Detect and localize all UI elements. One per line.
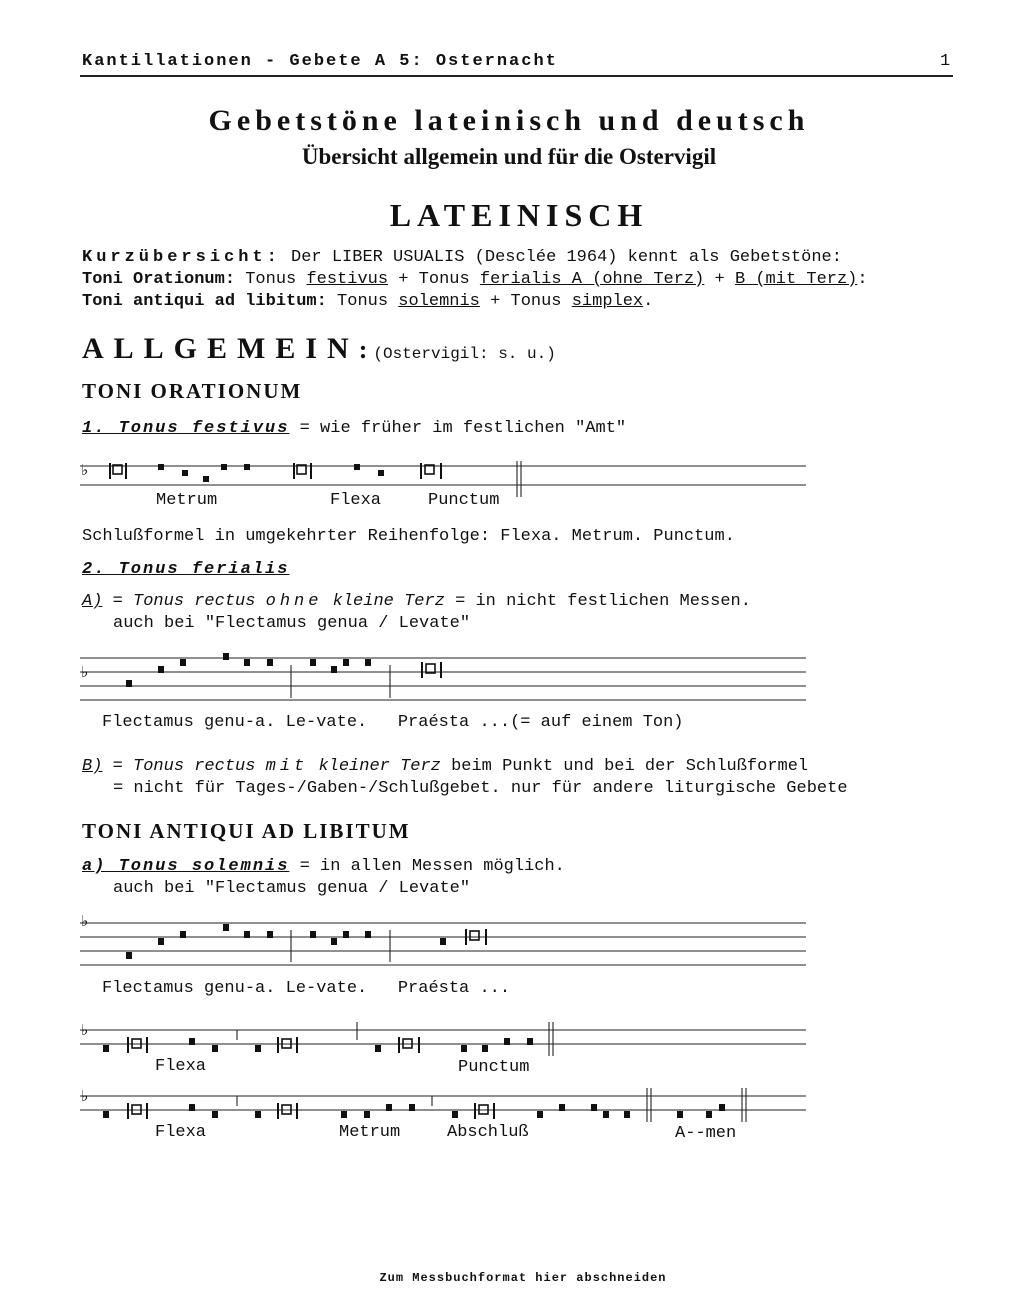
toni-antiqui-heading: TONI ANTIQUI AD LIBITUM [82, 819, 411, 843]
staff-1-notes [109, 463, 442, 482]
line2-text-b: + Tonus [388, 270, 480, 289]
festivus-title: 1. Tonus festivus [82, 419, 290, 438]
page-title: Gebetstöne lateinisch und deutsch [208, 104, 810, 137]
page-number: 1 [940, 52, 951, 71]
a-ohne: ohne [265, 592, 323, 611]
line3-text-b: + Tonus [479, 292, 572, 311]
staff1-label-metrum: Metrum [156, 491, 218, 510]
ferialis-b-line2: = nicht für Tages-/Gaben-/Schlußgebet. nur für andere liturgische Gebete [113, 779, 848, 798]
staff4-label-punctum: Punctum [458, 1058, 530, 1077]
running-header: Kantillationen - Gebete A 5: Osternacht [82, 52, 558, 71]
festivus-term: festivus [306, 270, 389, 289]
a-desc-a: = Tonus rectus [102, 592, 266, 611]
ferialis-title: 2. Tonus ferialis [82, 560, 290, 579]
a-label: A) [82, 592, 103, 611]
overview-line2 [82, 270, 868, 289]
allgemein-heading-row [82, 332, 556, 366]
staff5-label-metrum: Metrum [339, 1123, 401, 1142]
line2-text-c: + [704, 270, 735, 289]
staff3-text: Flectamus genu-a. Le-vate. Praésta ... [102, 979, 511, 998]
toni-orationum-heading: TONI ORATIONUM [82, 379, 303, 403]
schluss-line: Schlußformel in umgekehrter Reihenfolge: Flexa. Metrum. Punctum. [82, 527, 735, 546]
flat-clef-5: ♭ [81, 1087, 89, 1105]
line3-text-c: . [643, 292, 654, 311]
overview-line1-text: Der LIBER USUALIS (Desclée 1964) kennt als Gebetstöne: [280, 248, 842, 267]
a-desc-b: kleine Terz [322, 592, 445, 611]
line2-text-a: Tonus [235, 270, 307, 289]
b-mit: mit [265, 757, 309, 776]
ferialis-b-line [82, 757, 808, 776]
staff5-label-abschluss: Abschluß [447, 1123, 529, 1142]
solemnis-line2: auch bei "Flectamus genua / Levate" [113, 879, 471, 898]
staff-2-notes [126, 653, 442, 687]
staff1-label-flexa: Flexa [330, 491, 382, 510]
solemnis-term: solemnis [398, 292, 480, 311]
flat-clef-4: ♭ [81, 1021, 89, 1039]
staff5-label-amen: A--men [675, 1124, 737, 1143]
allgemein-note: (Ostervigil: s. u.) [373, 345, 556, 363]
line3-text-a: Tonus [326, 292, 399, 311]
cut-instruction-footer: Zum Messbuchformat hier abschneiden [379, 1271, 667, 1285]
overview-line3 [82, 292, 653, 311]
ferialis-a-line [82, 592, 751, 611]
staff2-text: Flectamus genu-a. Le-vate. Praésta ...(= auf einem Ton) [102, 713, 684, 732]
b-desc-a: = Tonus rectus [102, 757, 266, 776]
simplex-term: simplex [571, 292, 644, 311]
solemnis-line [82, 857, 565, 876]
b-desc-b: kleiner Terz [308, 757, 441, 776]
header-rule [80, 75, 953, 77]
allgemein-heading: ALLGEMEIN [82, 332, 359, 365]
staff-3-notes [126, 924, 487, 959]
flat-clef-2: ♭ [81, 663, 89, 681]
line2-text-d: : [857, 270, 868, 289]
staff5-label-flexa: Flexa [155, 1123, 207, 1142]
b-label: B) [82, 757, 103, 776]
staff-4-notes [103, 1037, 533, 1053]
flat-clef-1: ♭ [81, 461, 89, 479]
festivus-line [82, 419, 626, 438]
a-desc-c: = in nicht festlichen Messen. [444, 592, 751, 611]
allgemein-colon: : [358, 335, 368, 364]
ferialis-term: ferialis A (ohne Terz) [479, 270, 705, 289]
b-terz-term: B (mit Terz) [734, 270, 858, 289]
b-desc-c: beim Punkt und bei der Schlußformel [440, 757, 809, 776]
staff4-label-flexa: Flexa [155, 1057, 207, 1076]
page-subtitle: Übersicht allgemein und für die Ostervigil [301, 144, 717, 169]
toni-orationum-label: Toni Orationum: [82, 270, 236, 289]
festivus-desc: = wie früher im festlichen "Amt" [289, 419, 627, 438]
overview-label: Kurzübersicht: [82, 248, 281, 267]
staff1-label-punctum: Punctum [428, 491, 500, 510]
overview-line1 [82, 248, 842, 267]
ferialis-a-line2: auch bei "Flectamus genua / Levate" [113, 614, 471, 633]
staff-5-notes [103, 1103, 725, 1119]
section-latin-heading: LATEINISCH [389, 197, 649, 233]
solemnis-title: a) Tonus solemnis [82, 857, 290, 876]
toni-antiqui-label: Toni antiqui ad libitum: [82, 292, 327, 311]
solemnis-desc: = in allen Messen möglich. [289, 857, 565, 876]
flat-clef-3: ♭ [81, 912, 89, 930]
